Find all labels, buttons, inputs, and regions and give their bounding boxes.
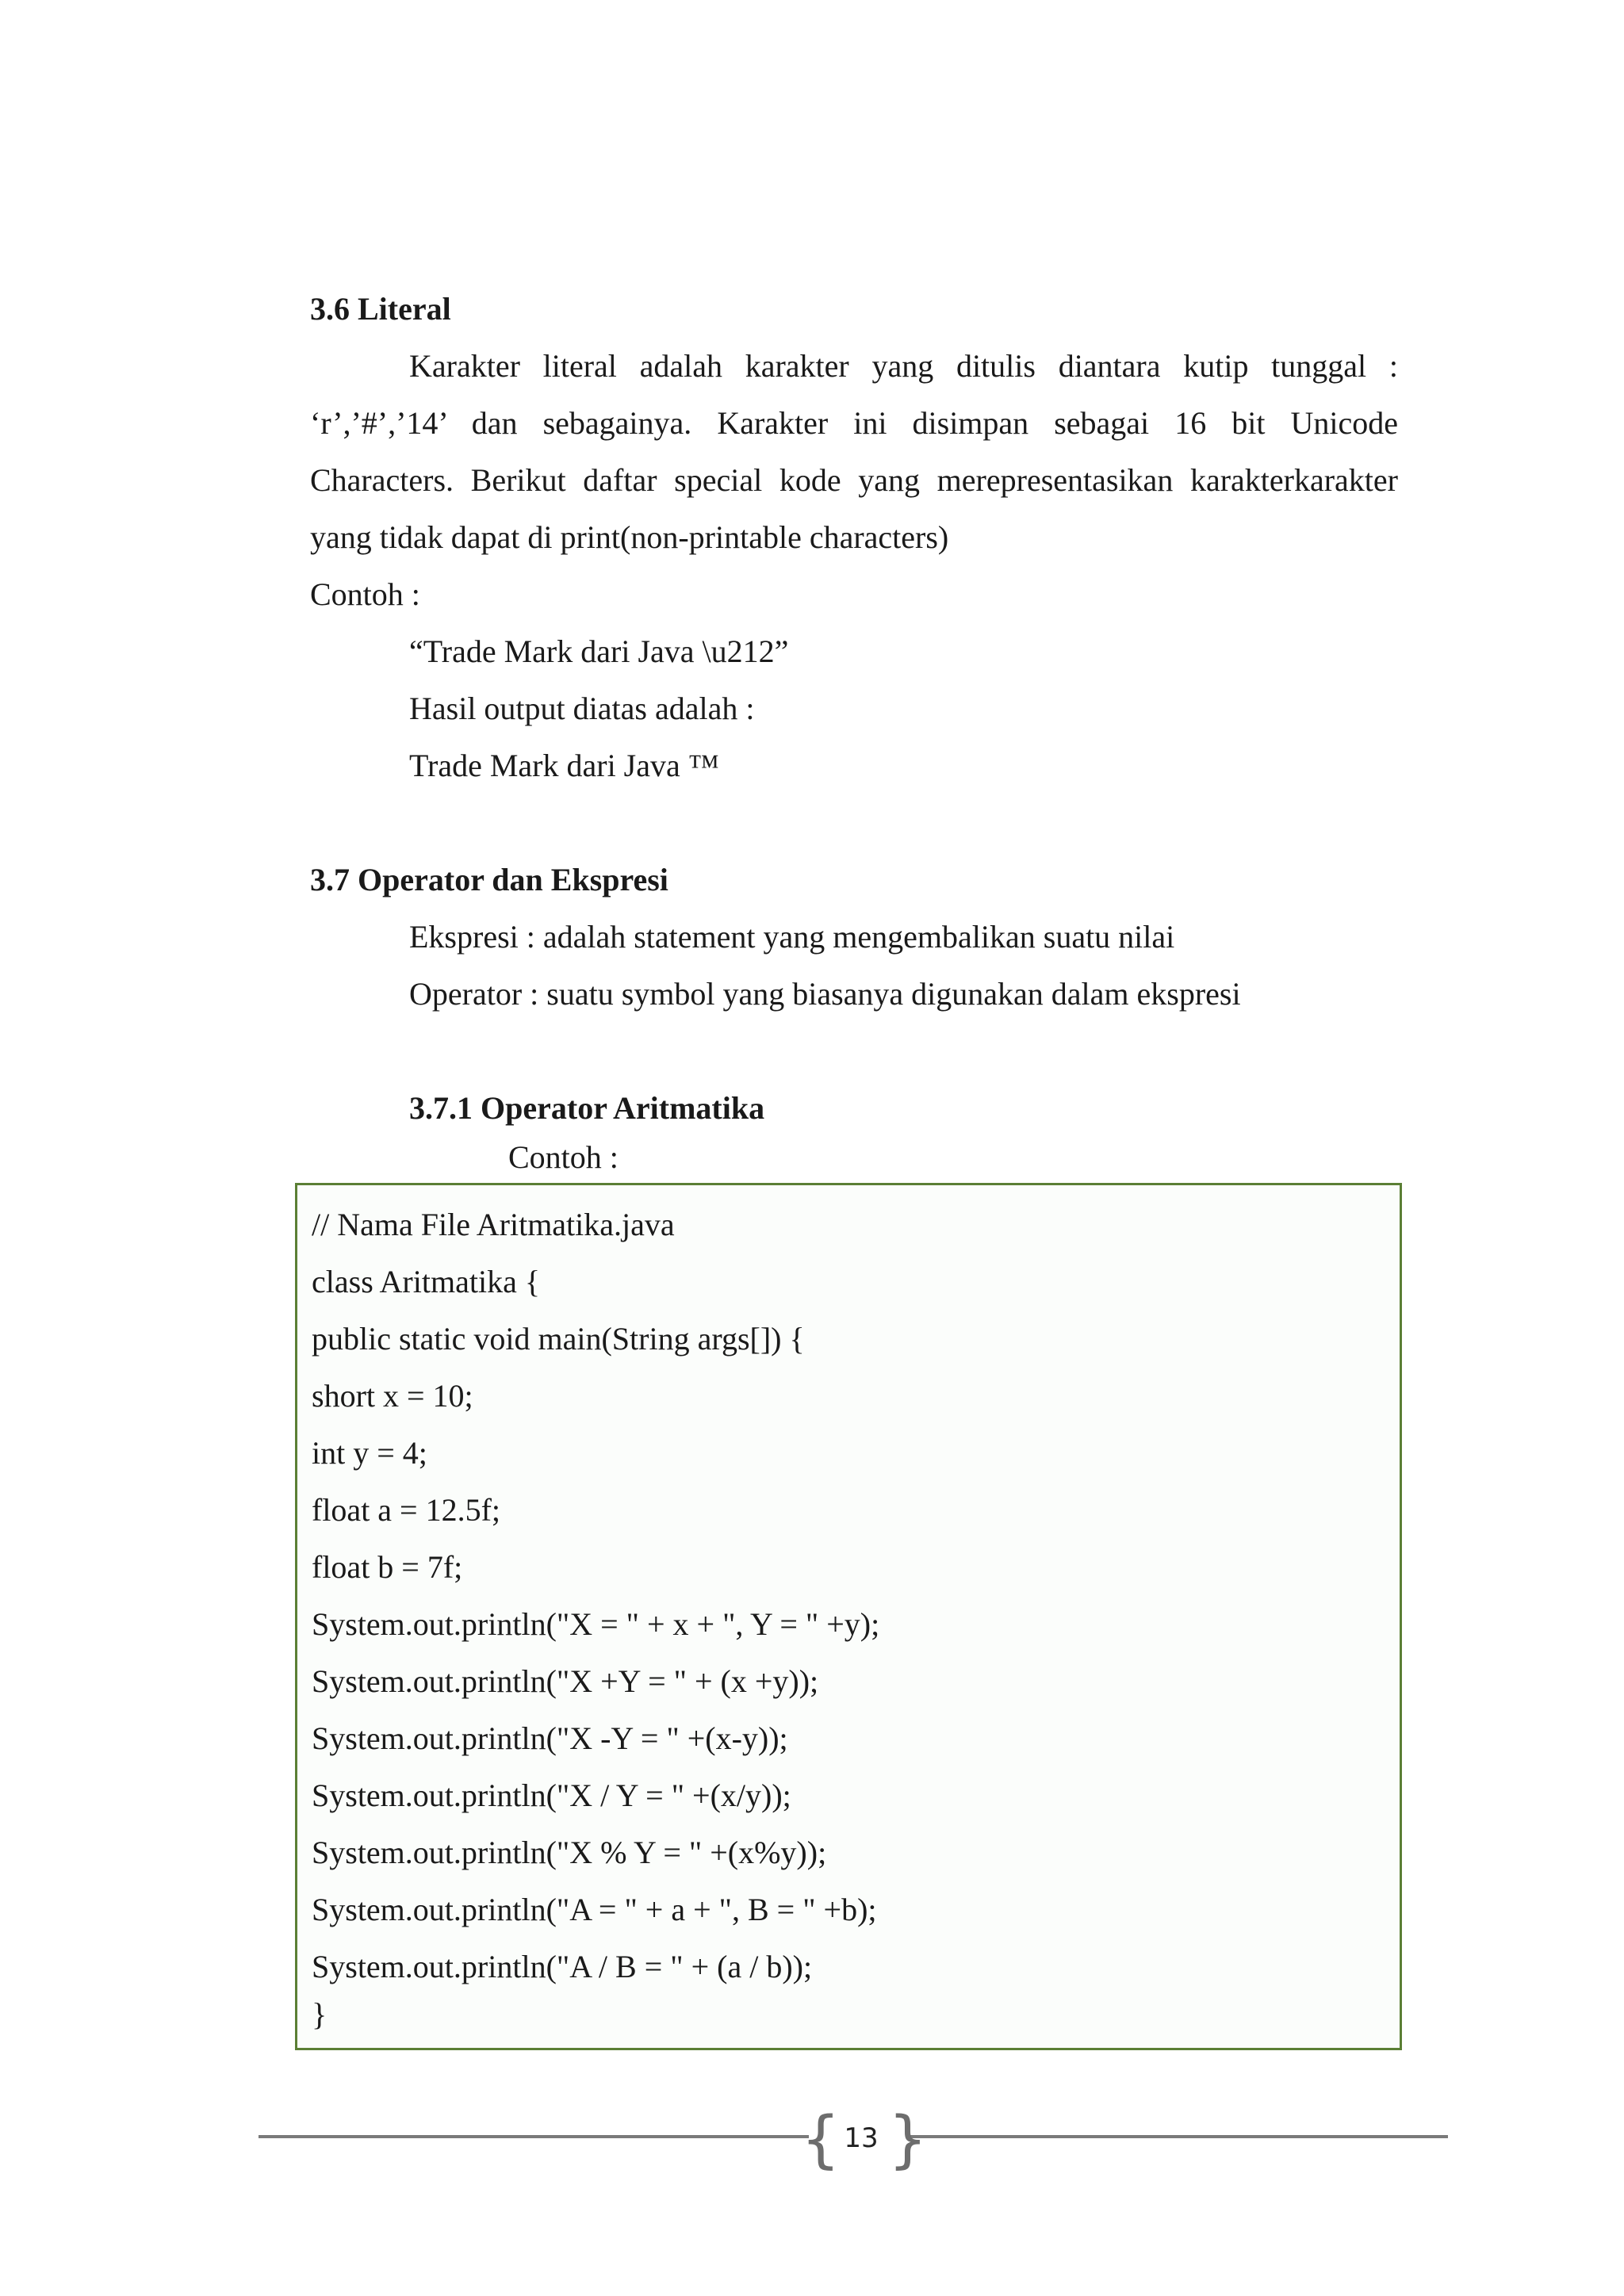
- code-line: float b = 7f;: [312, 1549, 463, 1585]
- footer-rule-left: [259, 2135, 809, 2138]
- code-line: class Aritmatika {: [312, 1264, 541, 1299]
- footer-brace-right: }: [888, 2104, 928, 2175]
- paragraph-line: Karakter literal adalah karakter yang ditulis diantara kutip tunggal :: [409, 348, 1398, 384]
- code-line: short x = 10;: [312, 1378, 473, 1414]
- example-input-string: “Trade Mark dari Java \u212”: [409, 633, 789, 669]
- code-line: System.out.println("X / Y = " +(x/y));: [312, 1777, 791, 1813]
- page-number: 13: [844, 2122, 879, 2154]
- code-example-label: Contoh :: [508, 1139, 619, 1175]
- paragraph-line: ‘r’,’#’,’14’ dan sebagainya. Karakter ini disimpan sebagai 16 bit Unicode: [310, 405, 1398, 441]
- example-output-label: Hasil output diatas adalah :: [409, 691, 755, 726]
- code-line: }: [312, 1996, 327, 2032]
- code-line: System.out.println("A = " + a + ", B = " +b);: [312, 1892, 877, 1927]
- section-heading-operator: 3.7 Operator dan Ekspresi: [310, 862, 668, 897]
- code-line: System.out.println("X % Y = " +(x%y));: [312, 1835, 827, 1870]
- code-listing-box: [295, 1183, 1402, 2050]
- paragraph-line: Characters. Berikut daftar special kode yang merepresentasikan karakterkarakter: [310, 462, 1398, 498]
- code-line: System.out.println("A / B = " + (a / b));: [312, 1949, 813, 1984]
- literal-paragraph: [310, 338, 1398, 509]
- section-heading-literal: 3.6 Literal: [310, 291, 451, 327]
- footer-brace-left: {: [801, 2104, 841, 2175]
- definition-operator: Operator : suatu symbol yang biasanya digunakan dalam ekspresi: [409, 976, 1241, 1012]
- code-line: // Nama File Aritmatika.java: [312, 1207, 675, 1242]
- example-output-value: Trade Mark dari Java ™: [409, 748, 719, 783]
- paragraph-line-last: yang tidak dapat di print(non-printable characters): [310, 519, 949, 555]
- code-line: System.out.println("X +Y = " + (x +y));: [312, 1663, 819, 1699]
- subsection-heading-aritmatika: 3.7.1 Operator Aritmatika: [409, 1090, 765, 1126]
- code-line: float a = 12.5f;: [312, 1492, 501, 1528]
- example-label: Contoh :: [310, 576, 420, 612]
- code-line: int y = 4;: [312, 1435, 427, 1471]
- definition-ekspresi: Ekspresi : adalah statement yang mengembalikan suatu nilai: [409, 919, 1175, 955]
- code-line: System.out.println("X = " + x + ", Y = " +y);: [312, 1606, 880, 1642]
- code-line: System.out.println("X -Y = " +(x-y));: [312, 1720, 788, 1756]
- code-line: public static void main(String args[]) {: [312, 1321, 805, 1357]
- footer-rule-right: [910, 2135, 1448, 2138]
